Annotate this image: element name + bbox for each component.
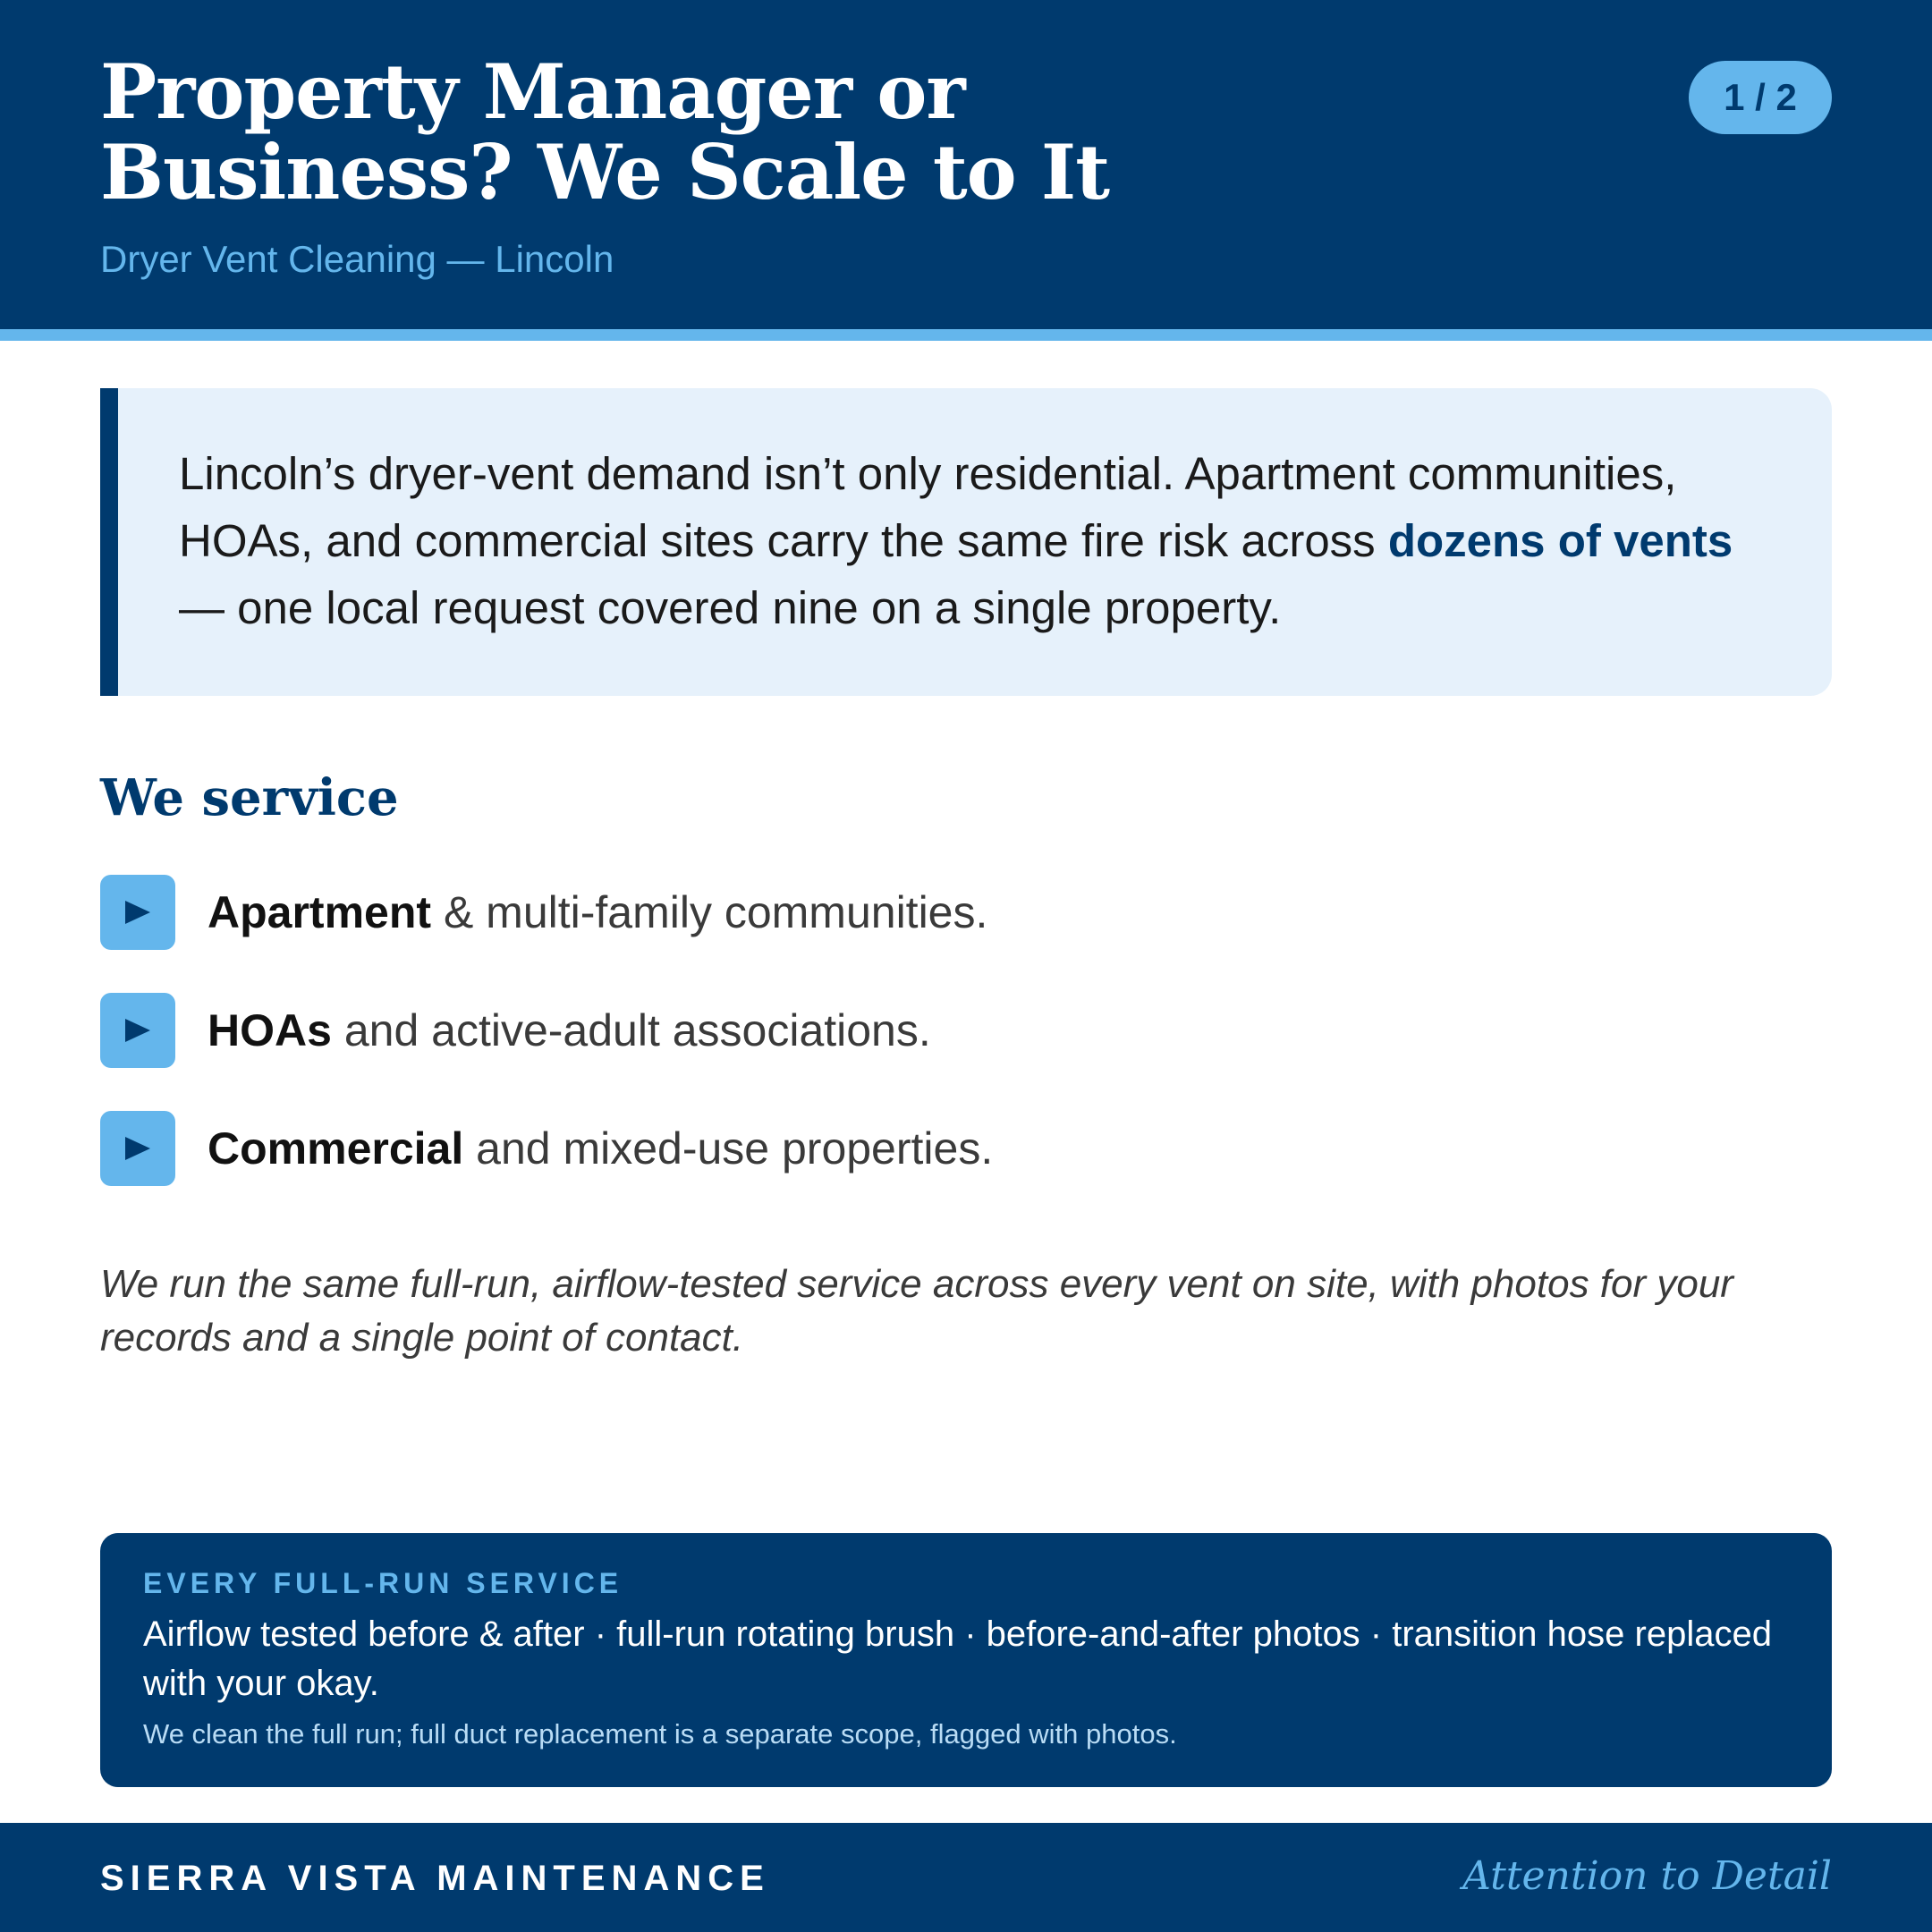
service-item-rest: & multi-family communities. xyxy=(443,887,988,937)
page-title xyxy=(100,47,1442,216)
services-heading: We service xyxy=(100,768,399,827)
service-note: We run the same full-run, airflow-tested service across every vent on site, with photos for your records and a single point of contact. xyxy=(100,1262,1733,1360)
callout-highlight: dozens of vents xyxy=(1387,515,1733,566)
play-icon xyxy=(100,993,175,1068)
service-item-bold: Apartment xyxy=(208,887,432,937)
callout-text xyxy=(179,440,1780,641)
service-item-text xyxy=(208,875,987,950)
play-icon xyxy=(100,875,175,950)
title-line-2: Business? We Scale to It xyxy=(100,128,1110,216)
brand-tagline: Attention to Detail xyxy=(1462,1853,1832,1899)
service-item-text xyxy=(208,1111,993,1186)
callout-text-after: — one local request covered nine on a single property. xyxy=(179,582,1282,633)
intro-callout xyxy=(100,388,1832,696)
info-box-fine-print: We clean the full run; full duct replacement is a separate scope, flagged with photos. xyxy=(143,1718,1177,1750)
play-icon xyxy=(100,1111,175,1186)
service-item-bold: HOAs xyxy=(208,1005,332,1055)
callout-accent-bar xyxy=(100,388,118,696)
header xyxy=(0,0,1932,329)
service-item-bold: Commercial xyxy=(208,1123,464,1174)
brand-name: SIERRA VISTA MAINTENANCE xyxy=(100,1859,770,1898)
info-box-body: Airflow tested before & after · full-run rotating brush · before-and-after photos · transition hose replaced with your okay. xyxy=(143,1614,1772,1703)
info-box-eyebrow: EVERY FULL-RUN SERVICE xyxy=(143,1567,623,1599)
service-item-text xyxy=(208,993,931,1068)
header-accent-stripe xyxy=(0,329,1932,341)
full-run-service-box xyxy=(100,1533,1832,1787)
page-subtitle: Dryer Vent Cleaning — Lincoln xyxy=(100,238,614,280)
page-indicator-badge: 1 / 2 xyxy=(1689,61,1832,134)
service-item-apartment xyxy=(100,875,1800,950)
title-line-1: Property Manager or xyxy=(100,47,965,136)
service-item-rest: and active-adult associations. xyxy=(343,1005,931,1055)
service-item-rest: and mixed-use properties. xyxy=(476,1123,994,1174)
footer xyxy=(0,1823,1932,1932)
callout-text-before: Lincoln’s dryer-vent demand isn’t only residential. Apartment communities, HOAs, and commercial sites carry the same fire risk across xyxy=(179,448,1677,566)
service-item-hoas xyxy=(100,993,1800,1068)
service-item-commercial xyxy=(100,1111,1800,1186)
